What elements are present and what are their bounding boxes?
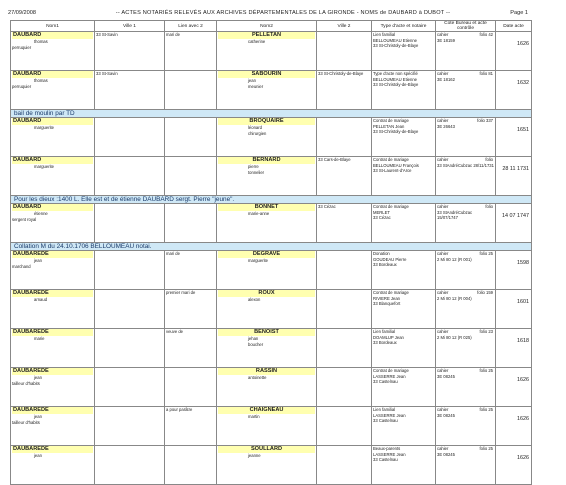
notaire: BELLOUMEAU Etienne <box>373 76 417 82</box>
acte-type: Contrat de mariage <box>373 157 409 163</box>
date-cell: 1618 <box>496 329 532 368</box>
cote-cell <box>436 157 496 196</box>
col-header-nom2: Nom2 <box>217 21 317 32</box>
lien: premier mari de <box>166 290 196 296</box>
acte-cell <box>372 446 436 485</box>
ville2: 33 Cézac <box>318 204 336 210</box>
folio: folio <box>485 157 493 163</box>
prenom2: jean <box>248 78 256 84</box>
profession1: perruquier <box>12 44 32 50</box>
ville1: 33 St-Savin <box>96 71 118 77</box>
lieu-acte: 33 St-Laurent-d'Arce <box>373 167 412 173</box>
folio: folio 81 <box>479 71 493 77</box>
note-text: Collation M du 24.10.1706 BELLOUMEAU notai. <box>11 243 532 251</box>
cote-type: cahier <box>437 32 449 38</box>
acte-type: Contrat de mariage <box>373 204 409 210</box>
nom2: BERNARD <box>218 157 315 164</box>
profession1: sergent royal <box>12 216 37 222</box>
lien-cell <box>165 329 217 368</box>
lien: a pour parâtre <box>166 407 193 413</box>
folio: folio 337 <box>477 118 493 124</box>
cote-type: cahier <box>437 407 449 413</box>
prenom1: arnaud <box>34 297 48 303</box>
note-row <box>11 110 532 118</box>
cote-cell <box>436 118 496 157</box>
lien-cell <box>165 204 217 243</box>
nom2: SOULLARD <box>218 446 315 453</box>
col-header-nom1: Nom1 <box>11 21 95 32</box>
cote-cell <box>436 329 496 368</box>
table-row <box>11 32 532 71</box>
cote-type: cahier <box>437 446 449 452</box>
lien-cell <box>165 118 217 157</box>
folio: folio 42 <box>479 32 493 38</box>
table-row <box>11 157 532 196</box>
ville2-cell <box>317 329 372 368</box>
table-header-row <box>11 21 532 32</box>
prenom1: thomas <box>34 39 48 45</box>
acte-type: Lien familial <box>373 329 396 335</box>
profession1: tailleur d'habits <box>12 380 40 386</box>
prenom1: étienne <box>34 211 48 217</box>
acte-type: Donation <box>373 251 390 257</box>
nom1: DAUBARD <box>12 204 93 211</box>
ville2-cell <box>317 157 372 196</box>
table-row <box>11 446 532 485</box>
prenom2: léonard <box>248 125 262 131</box>
notaire: LASSERRE Jean <box>373 412 406 418</box>
ville2-cell <box>317 290 372 329</box>
ville2: 33 St-Christoly-de-Blaye <box>318 71 364 77</box>
lien-cell <box>165 368 217 407</box>
acte-type: Contrat de mariage <box>373 290 409 296</box>
notaire: RIVIERE Jean <box>373 295 400 301</box>
acte-cell <box>372 329 436 368</box>
table-row <box>11 329 532 368</box>
acte-cell <box>372 204 436 243</box>
lien-cell <box>165 446 217 485</box>
prenom2: marie-anne <box>248 211 270 217</box>
date-cell: 1626 <box>496 407 532 446</box>
table-row <box>11 368 532 407</box>
acte-type: Lien familial <box>373 407 396 413</box>
date-cell: 1626 <box>496 32 532 71</box>
lieu-acte: 33 St-Christoly-de-Blaye <box>373 128 419 134</box>
cote-type: cahier <box>437 157 449 163</box>
ville1: 33 St-Savin <box>96 32 118 38</box>
cote-cell <box>436 204 496 243</box>
nom1-cell <box>11 71 95 110</box>
date-cell: 14 07 1747 <box>496 204 532 243</box>
nom2-cell <box>217 118 317 157</box>
note-row <box>11 243 532 251</box>
folio: folio 159 <box>477 290 493 296</box>
ville1-cell <box>95 71 165 110</box>
profession1: perruquier <box>12 83 32 89</box>
notaire: BELLOUMEAU Etienne <box>373 37 417 43</box>
acte-type: Beaux-parents <box>373 446 401 452</box>
table-row <box>11 407 532 446</box>
acte-type: Contrat de mariage <box>373 118 409 124</box>
prenom1: jean <box>34 258 42 264</box>
nom1: DAUBAREDE <box>12 290 93 297</box>
cote-type: cahier <box>437 204 449 210</box>
lien-cell <box>165 290 217 329</box>
prenom2: jehan <box>248 336 259 342</box>
prenom1: jean <box>34 414 42 420</box>
table-row <box>11 251 532 290</box>
prenom2: pierre <box>248 164 259 170</box>
col-header-ville1: Ville 1 <box>95 21 165 32</box>
nom2: BENOIST <box>218 329 315 336</box>
prenom1: marguerite <box>34 164 55 170</box>
ville1-cell <box>95 204 165 243</box>
nom1-cell <box>11 290 95 329</box>
lien-cell <box>165 407 217 446</box>
prenom1: marguerite <box>34 125 55 131</box>
nom2-cell <box>217 71 317 110</box>
nom1: DAUBAREDE <box>12 329 93 336</box>
acte-cell <box>372 290 436 329</box>
notaire: GOUDEAU Pierre <box>373 256 407 262</box>
nom2: RASSIN <box>218 368 315 375</box>
prenom1: jean <box>34 375 42 381</box>
prenom2: antoinette <box>248 375 267 381</box>
folio: folio 25 <box>479 368 493 374</box>
profession2: boucher <box>248 341 264 347</box>
cote-ref: 33 StAndréCubzac 15/07/1747 <box>437 209 473 220</box>
lieu-acte: 33 Bordeaux <box>373 339 397 345</box>
nom1: DAUBARD <box>12 32 93 39</box>
cote-cell <box>436 446 496 485</box>
lieu-acte: 33 Cézac <box>373 214 391 220</box>
nom1-cell <box>11 446 95 485</box>
lieu-acte: 33 Castelnau <box>373 417 398 423</box>
nom1-cell <box>11 407 95 446</box>
cote-type: cahier <box>437 71 449 77</box>
nom2: BROQUAIRE <box>218 118 315 125</box>
cote-cell <box>436 290 496 329</box>
ville2-cell <box>317 32 372 71</box>
nom1: DAUBAREDE <box>12 251 93 258</box>
cote-type: cahier <box>437 118 449 124</box>
nom1: DAUBARD <box>12 118 93 125</box>
profession2: chirurgien <box>248 130 267 136</box>
profession2: meunier <box>248 83 264 89</box>
nom2: DEGRAVE <box>218 251 315 258</box>
ville2-cell <box>317 204 372 243</box>
note-text: Pour les dieux :1400 L. Elle est et de étienne DAUBARD sergt. Pierre "jeune". <box>11 196 532 204</box>
lien-cell <box>165 157 217 196</box>
cote-ref: 2 Mi 80 12 (R 004) <box>437 295 472 301</box>
lieu-acte: 33 St-Christoly-de-Blaye <box>373 42 419 48</box>
date-cell: 1626 <box>496 446 532 485</box>
nom2: CHAIGNEAU <box>218 407 315 414</box>
ville2: 33 Cars-de-Blaye <box>318 157 351 163</box>
notaire: LASSERRE Jean <box>373 451 406 457</box>
nom2-cell <box>217 368 317 407</box>
table-row <box>11 118 532 157</box>
nom2-cell <box>217 157 317 196</box>
acte-cell <box>372 32 436 71</box>
acte-type: Lien familial <box>373 32 396 38</box>
ville2-cell <box>317 71 372 110</box>
acte-cell <box>372 118 436 157</box>
nom1-cell <box>11 368 95 407</box>
prenom1: thomas <box>34 78 48 84</box>
cote-type: cahier <box>437 329 449 335</box>
records-table <box>10 20 532 485</box>
nom2-cell <box>217 329 317 368</box>
col-header-date: Date acte <box>496 21 532 32</box>
nom2: ROUX <box>218 290 315 297</box>
cote-type: cahier <box>437 290 449 296</box>
folio: folio 23 <box>479 329 493 335</box>
lien: mari de <box>166 251 180 257</box>
cote-ref: 3E 26643 <box>437 123 455 129</box>
notaire: BELLOUMEAU François <box>373 162 419 168</box>
lieu-acte: 33 Blanquefort <box>373 300 401 306</box>
lien: mari de <box>166 32 180 38</box>
nom2-cell <box>217 446 317 485</box>
nom1: DAUBAREDE <box>12 407 93 414</box>
ville1-cell <box>95 329 165 368</box>
notaire: LASSERRE Jean <box>373 373 406 379</box>
ville2-cell <box>317 368 372 407</box>
page-number: Page 1 <box>510 10 528 16</box>
date-cell: 28 11 1731 <box>496 157 532 196</box>
table-body <box>11 32 532 485</box>
notaire: DOAMLUP Jean <box>373 334 404 340</box>
date-cell: 1632 <box>496 71 532 110</box>
nom1-cell <box>11 251 95 290</box>
note-text: bail de moulin par TD <box>11 110 532 118</box>
col-header-cote: Cote Bureau et acte contrôle <box>436 21 496 32</box>
nom1-cell <box>11 204 95 243</box>
ville1-cell <box>95 32 165 71</box>
ville1-cell <box>95 446 165 485</box>
ville2-cell <box>317 446 372 485</box>
ville1-cell <box>95 368 165 407</box>
document-title: -- ACTES NOTARIÉS RELEVÉS AUX ARCHIVES DÉPARTEMENTALES DE LA GIRONDE - NOMS de DAUBARD à DUBOT -- <box>115 10 451 16</box>
print-date: 27/09/2008 <box>8 10 36 16</box>
cote-ref: 3E 18159 <box>437 37 455 43</box>
profession2: tonnelier <box>248 169 265 175</box>
lien-cell <box>165 71 217 110</box>
date-cell: 1598 <box>496 251 532 290</box>
lien: veuve de <box>166 329 183 335</box>
cote-ref: 2 Mi 80 12 (R 001) <box>437 256 472 262</box>
nom2-cell <box>217 32 317 71</box>
date-cell: 1601 <box>496 290 532 329</box>
cote-ref: 3E 18162 <box>437 76 455 82</box>
cote-cell <box>436 407 496 446</box>
cote-cell <box>436 251 496 290</box>
cote-ref: 33 StAndréCubzac 28/11/1731 <box>437 162 494 168</box>
folio: folio 25 <box>479 446 493 452</box>
col-header-ville2: Ville 2 <box>317 21 372 32</box>
cote-type: cahier <box>437 251 449 257</box>
cote-ref: 3E 08245 <box>437 412 455 418</box>
acte-cell <box>372 251 436 290</box>
acte-type: Contrat de mariage <box>373 368 409 374</box>
lien-cell <box>165 251 217 290</box>
ville1-cell <box>95 118 165 157</box>
folio: folio 25 <box>479 407 493 413</box>
ville1-cell <box>95 251 165 290</box>
nom2-cell <box>217 290 317 329</box>
cote-ref: 3E 08245 <box>437 451 455 457</box>
profession1: tailleur d'habits <box>12 419 40 425</box>
acte-cell <box>372 368 436 407</box>
date-cell: 1626 <box>496 368 532 407</box>
folio: folio 25 <box>479 251 493 257</box>
lien-cell <box>165 32 217 71</box>
prenom2: catherine <box>248 39 266 45</box>
nom2: SABOURIN <box>218 71 315 78</box>
cote-ref: 2 Mi 80 12 (R 025) <box>437 334 472 340</box>
nom2-cell <box>217 204 317 243</box>
note-row <box>11 196 532 204</box>
nom2: BONNET <box>218 204 315 211</box>
prenom2: jeanne <box>248 453 261 459</box>
table-row <box>11 71 532 110</box>
page-header <box>8 10 558 20</box>
nom2: PELLETAN <box>218 32 315 39</box>
nom1-cell <box>11 32 95 71</box>
profession1: marchand <box>12 263 31 269</box>
cote-cell <box>436 368 496 407</box>
ville1-cell <box>95 157 165 196</box>
prenom2: alexon <box>248 297 261 303</box>
acte-cell <box>372 407 436 446</box>
acte-cell <box>372 157 436 196</box>
table-row <box>11 204 532 243</box>
prenom1: marie <box>34 336 45 342</box>
nom1: DAUBAREDE <box>12 446 93 453</box>
date-cell: 1651 <box>496 118 532 157</box>
ville2-cell <box>317 251 372 290</box>
lieu-acte: 33 St-Christoly-de-Blaye <box>373 81 419 87</box>
nom1: DAUBARD <box>12 71 93 78</box>
nom1: DAUBAREDE <box>12 368 93 375</box>
prenom1: jean <box>34 453 42 459</box>
table-row <box>11 290 532 329</box>
nom2-cell <box>217 407 317 446</box>
col-header-acte: Type d'acte et notaire <box>372 21 436 32</box>
nom1-cell <box>11 329 95 368</box>
prenom2: martin <box>248 414 260 420</box>
ville1-cell <box>95 290 165 329</box>
ville1-cell <box>95 407 165 446</box>
col-header-lien: Lien avec 2 <box>165 21 217 32</box>
lieu-acte: 33 Castelnau <box>373 456 398 462</box>
nom1: DAUBARD <box>12 157 93 164</box>
nom2-cell <box>217 251 317 290</box>
folio: folio <box>485 204 493 210</box>
ville2-cell <box>317 407 372 446</box>
lieu-acte: 33 Bordeaux <box>373 261 397 267</box>
acte-cell <box>372 71 436 110</box>
ville2-cell <box>317 118 372 157</box>
acte-type: Type d'acte non spécifié <box>373 71 418 77</box>
prenom2: marguerite <box>248 258 269 264</box>
nom1-cell <box>11 157 95 196</box>
nom1-cell <box>11 118 95 157</box>
cote-cell <box>436 32 496 71</box>
cote-ref: 3E 08245 <box>437 373 455 379</box>
cote-type: cahier <box>437 368 449 374</box>
notaire: MERLET <box>373 209 390 215</box>
cote-cell <box>436 71 496 110</box>
lieu-acte: 33 Castelnau <box>373 378 398 384</box>
notaire: PELLETAN Jean <box>373 123 405 129</box>
